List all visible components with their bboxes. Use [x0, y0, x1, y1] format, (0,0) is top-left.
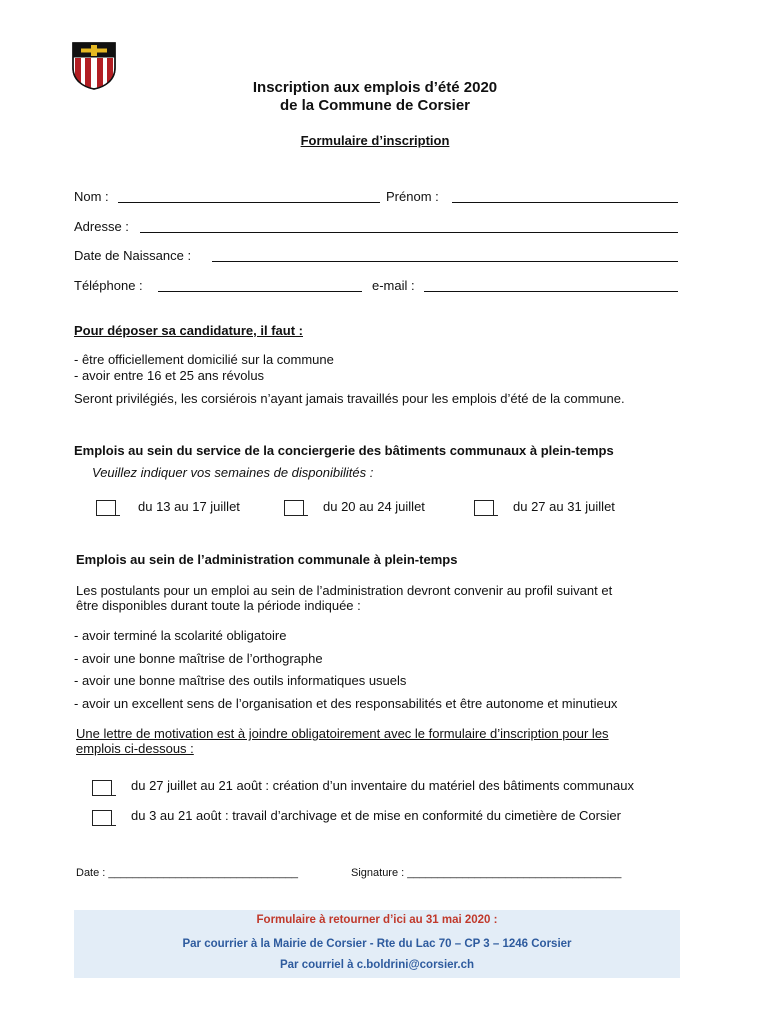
email-field[interactable] [424, 291, 678, 292]
telephone-field[interactable] [158, 291, 362, 292]
telephone-label: Téléphone : [74, 278, 143, 293]
requirement-item: - avoir un excellent sens de l’organisation et des responsabilités et être autonome et minutieux [74, 696, 618, 711]
form-subtitle: Formulaire d’inscription [300, 133, 450, 148]
option-archivage: du 3 au 21 août : travail d’archivage et de mise en conformité du cimetière de Corsier [131, 808, 621, 823]
return-deadline: Formulaire à retourner d’ici au 31 mai 2020 : [256, 914, 498, 926]
checkbox-27-31-juillet[interactable] [474, 500, 494, 516]
conciergerie-instruction: Veuillez indiquer vos semaines de disponibilités : [92, 465, 374, 480]
return-email-link[interactable]: Par courriel à c.boldrini@corsier.ch [279, 959, 474, 971]
condition-item: - avoir entre 16 et 25 ans révolus [74, 368, 265, 383]
prenom-field[interactable] [452, 202, 678, 203]
requirement-item: - avoir une bonne maîtrise de l’orthographe [74, 651, 323, 666]
return-info-box [74, 910, 680, 978]
return-postal-address: Par courrier à la Mairie de Corsier - Rte du Lac 70 – CP 3 – 1246 Corsier [182, 938, 572, 950]
naissance-label: Date de Naissance : [74, 248, 192, 263]
adresse-label: Adresse : [74, 219, 129, 234]
checkbox-20-24-juillet[interactable] [284, 500, 304, 516]
requirement-item: - avoir une bonne maîtrise des outils informatiques usuels [74, 673, 407, 688]
administration-intro-line2: être disponibles durant toute la période indiquée : [76, 598, 361, 613]
letter-requirement-line1: Une lettre de motivation est à joindre obligatoirement avec le formulaire d’inscription pour les [76, 726, 609, 741]
email-label: e-mail : [372, 278, 415, 293]
signature-field[interactable]: Signature : ___________________________________ [351, 867, 622, 879]
nom-field[interactable] [118, 202, 380, 203]
option-20-24-juillet: du 20 au 24 juillet [323, 499, 425, 514]
administration-heading: Emplois au sein de l’administration communale à plein-temps [76, 552, 458, 567]
prenom-label: Prénom : [386, 189, 439, 204]
checkbox-archivage[interactable] [92, 810, 112, 826]
checkbox-inventaire[interactable] [92, 780, 112, 796]
conditions-heading: Pour déposer sa candidature, il faut : [74, 323, 303, 338]
form-title-line2: de la Commune de Corsier [279, 97, 471, 114]
conditions-note: Seront privilégiés, les corsiérois n’ayant jamais travaillés pour les emplois d’été de la commune. [74, 391, 625, 406]
condition-item: - être officiellement domicilié sur la commune [74, 352, 334, 367]
conciergerie-heading: Emplois au sein du service de la conciergerie des bâtiments communaux à plein-temps [74, 443, 614, 458]
naissance-field[interactable] [212, 261, 678, 262]
date-signature-field[interactable]: Date : _______________________________ [76, 867, 299, 879]
letter-requirement-line2: emplois ci-dessous : [76, 741, 194, 756]
nom-label: Nom : [74, 189, 109, 204]
option-13-17-juillet: du 13 au 17 juillet [138, 499, 240, 514]
checkbox-13-17-juillet[interactable] [96, 500, 116, 516]
form-title-line1: Inscription aux emplois d’été 2020 [252, 79, 498, 96]
administration-intro-line1: Les postulants pour un emploi au sein de l’administration devront convenir au profil suivant et [76, 583, 613, 598]
requirement-item: - avoir terminé la scolarité obligatoire [74, 628, 287, 643]
option-27-31-juillet: du 27 au 31 juillet [513, 499, 615, 514]
option-inventaire: du 27 juillet au 21 août : création d’un inventaire du matériel des bâtiments communaux [131, 778, 634, 793]
adresse-field[interactable] [140, 232, 678, 233]
